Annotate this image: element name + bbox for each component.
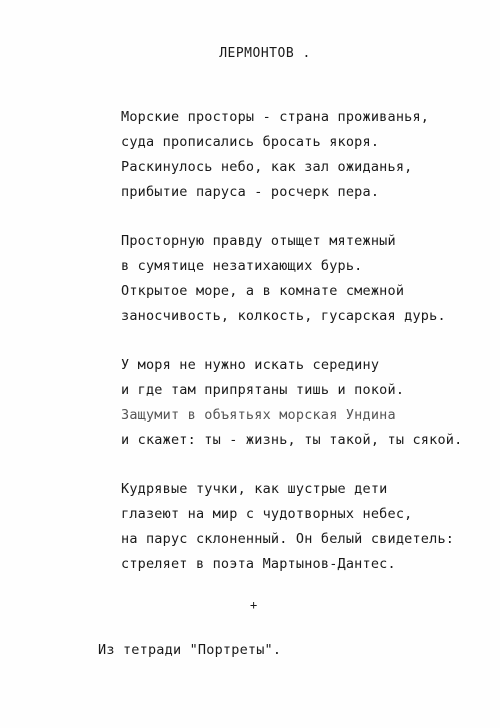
poem-line: Просторную правду отыщет мятежный — [121, 233, 396, 249]
poem-line: стреляет в поэта Мартынов-Дантес. — [121, 556, 396, 572]
poem-line: глазеют на мир с чудотворных небес, — [121, 506, 413, 522]
source-note: Из тетради "Портреты". — [98, 642, 282, 658]
poem-line: на парус склоненный. Он белый свидетель: — [121, 531, 455, 547]
poem-line: в сумятице незатихающих бурь. — [121, 258, 363, 274]
poem-line: заносчивость, колкость, гусарская дурь. — [121, 308, 446, 324]
section-divider: + — [250, 598, 258, 612]
poem-line: и где там припрятаны тишь и покой. — [121, 382, 405, 398]
poem-line: Кудрявые тучки, как шустрые дети — [121, 481, 388, 497]
stanza-4 — [121, 477, 454, 577]
poem-line: прибытие паруса - росчерк пера. — [121, 184, 380, 200]
poem-line: Защумит в объятьях морская Ундина — [121, 407, 396, 423]
stanza-1 — [121, 105, 429, 205]
poem-line: У моря не нужно искать середину — [121, 357, 380, 373]
poem-line: Раскинулось небо, как зал ожиданья, — [121, 159, 413, 175]
stanza-3 — [121, 353, 462, 453]
stanza-2 — [121, 229, 446, 329]
poem-line: суда прописались бросать якоря. — [121, 134, 380, 150]
poem-line: Морские просторы - страна проживанья, — [121, 109, 430, 125]
poem-line: Открытое море, а в комнате смежной — [121, 283, 405, 299]
poem-title: ЛЕРМОНТОВ . — [219, 46, 311, 61]
poem-line: и скажет: ты - жизнь, ты такой, ты сякой. — [121, 432, 463, 448]
